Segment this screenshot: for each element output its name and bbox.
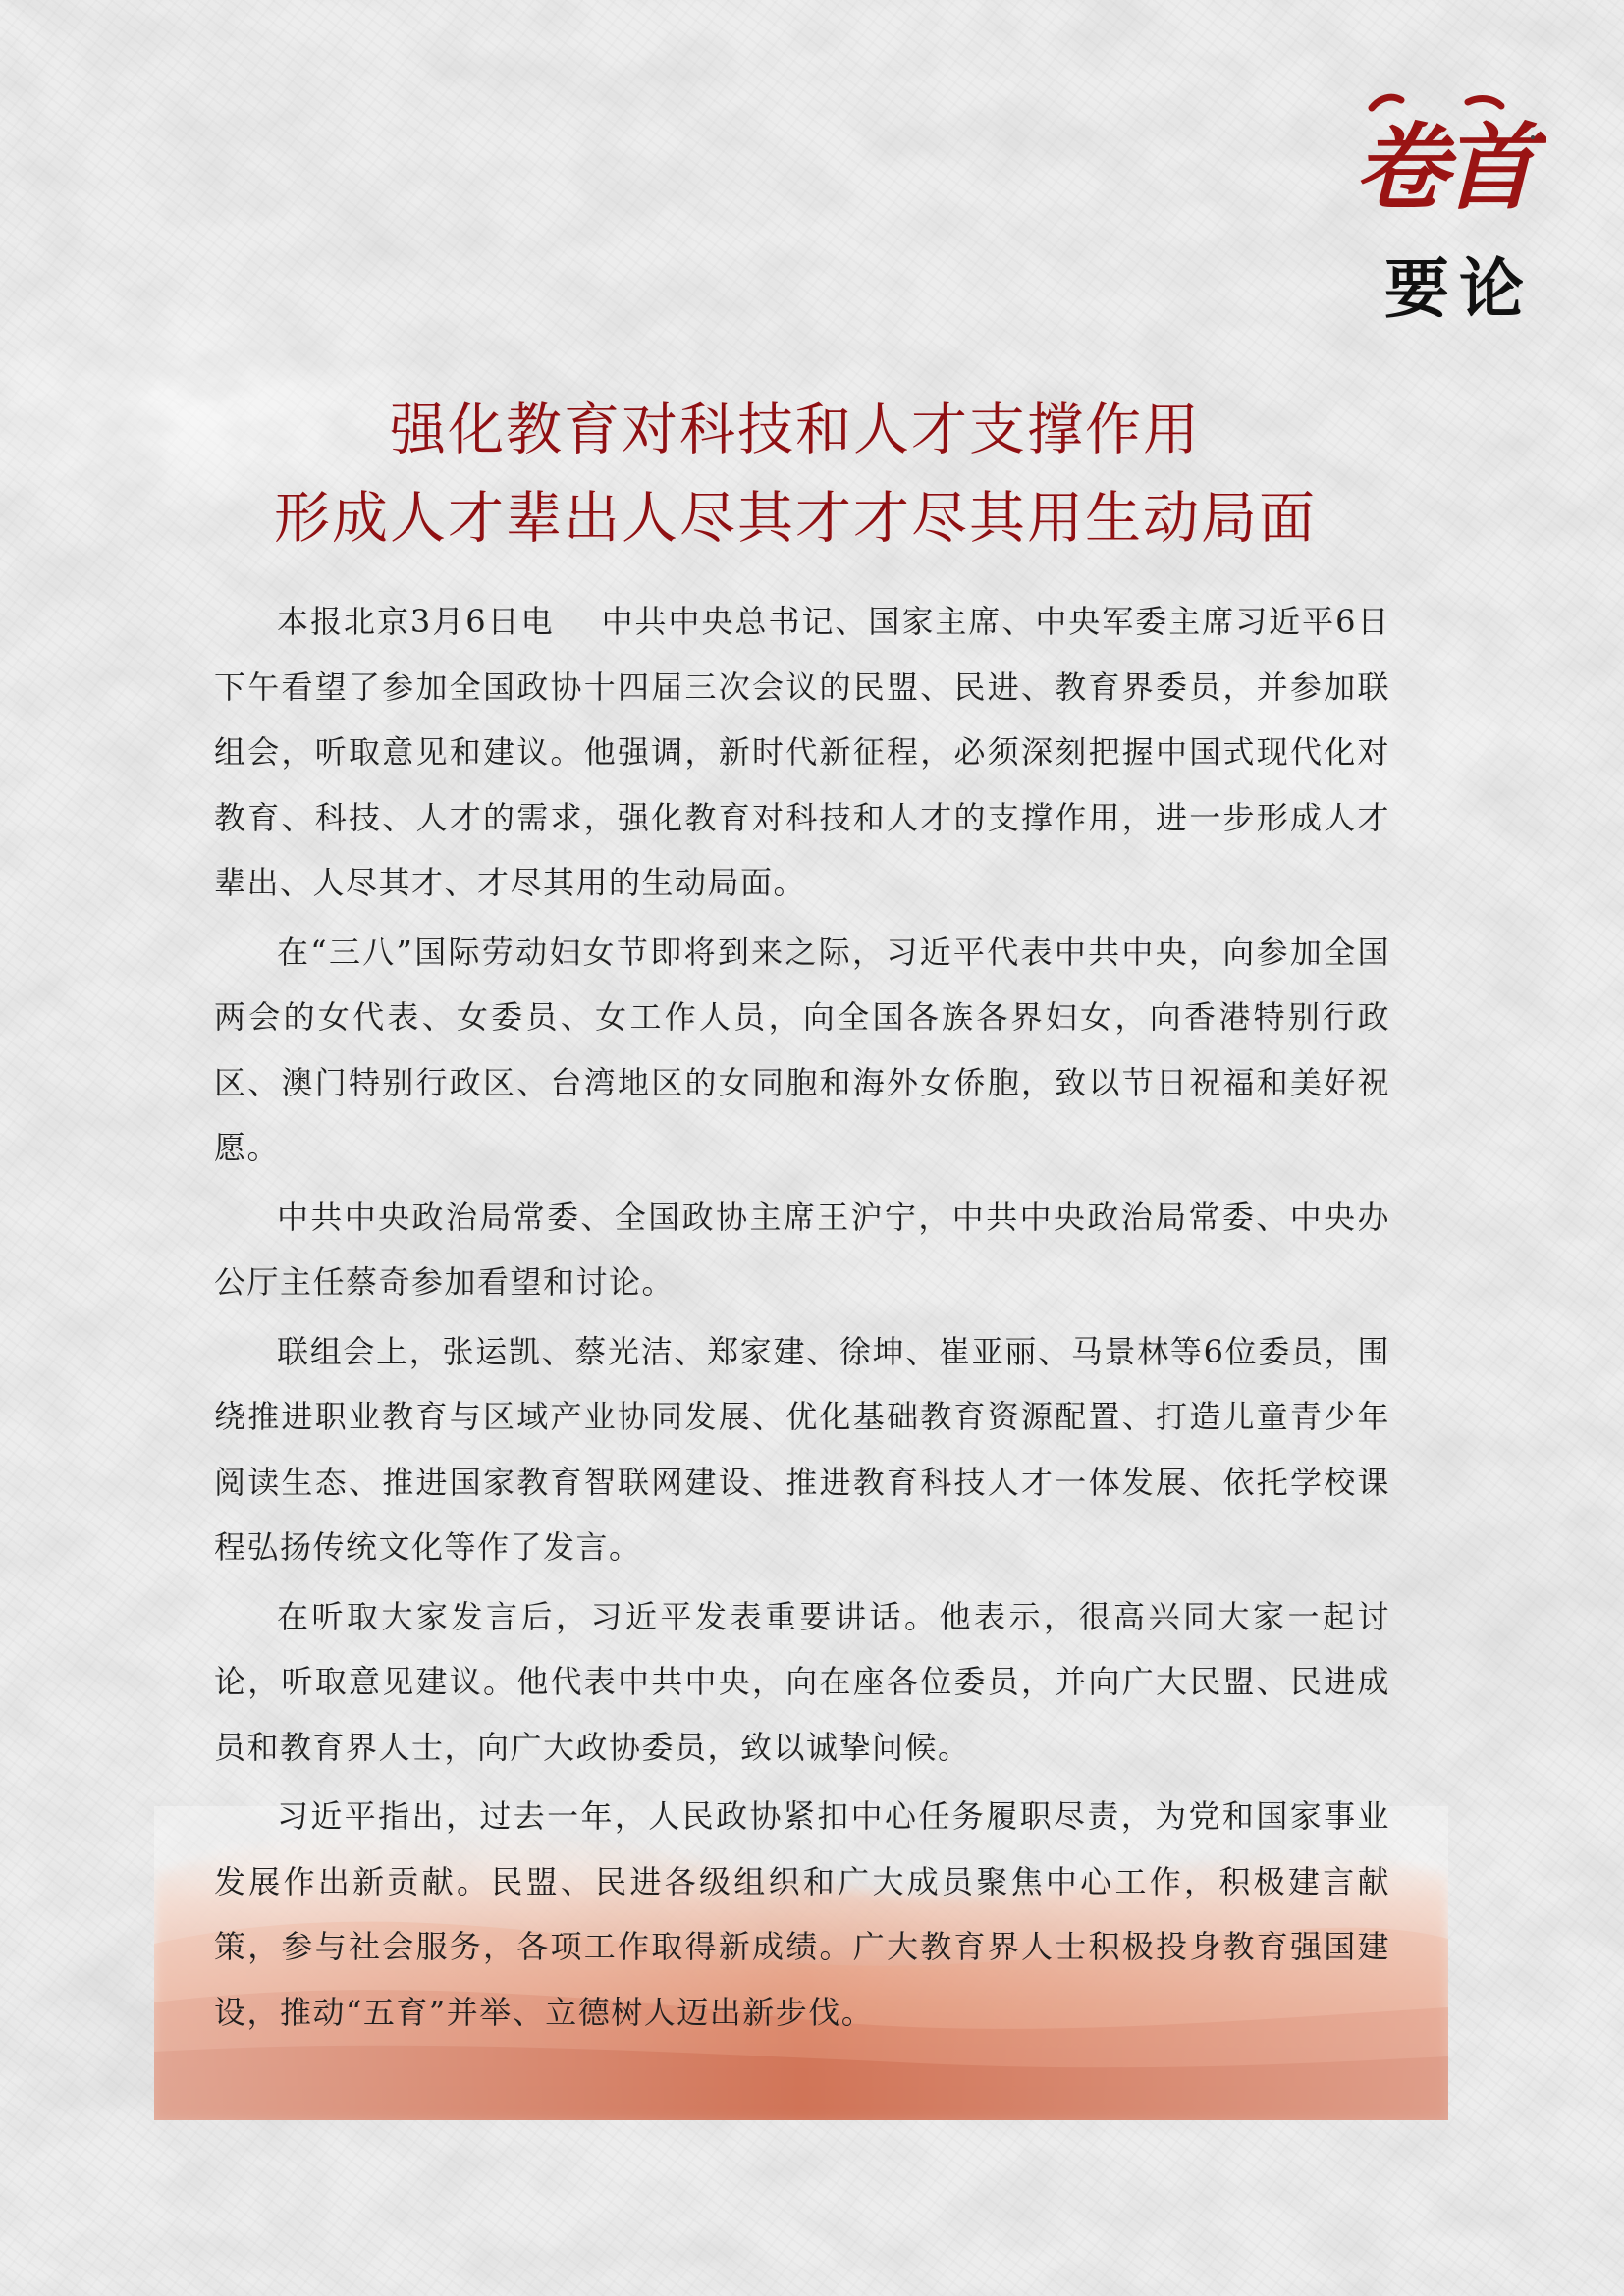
article-paragraph: 在“三八”国际劳动妇女节即将到来之际，习近平代表中共中央，向参加全国两会的女代表、女委员、女工作人员，向全国各族各界妇女，向香港特别行政区、澳门特别行政区、台湾地区的女同胞和海外女侨胞，致以节日祝福和美好祝愿。 (214, 933, 1390, 1166)
article-paragraph: 在听取大家发言后，习近平发表重要讲话。他表示，很高兴同大家一起讨论，听取意见建议。他代表中共中央，向在座各位委员，并向广大民盟、民进成员和教育界人士，向广大政协委员，致以诚挚问候。 (214, 1597, 1390, 1766)
headline-line-1: 强化教育对科技和人才支撑作用 (390, 398, 1201, 462)
juanshou-logo (1350, 90, 1546, 228)
article-dateline: 本报北京3月6日电 (277, 603, 555, 640)
article-paragraph: 联组会上，张运凯、蔡光洁、郑家建、徐坤、崔亚丽、马景林等6位委员，围绕推进职业教育与区域产业协同发展、优化基础教育资源配置、打造儿童青少年阅读生态、推进国家教育智联网建设、推进教育科技人才一体发展、依托学校课程弘扬传统文化等作了发言。 (214, 1332, 1390, 1566)
section-label: 要论 (1384, 251, 1534, 327)
headline-line-2: 形成人才辈出人尽其才才尽其用生动局面 (274, 486, 1317, 551)
article-paragraph: 中共中央政治局常委、全国政协主席王沪宁，中共中央政治局常委、中央办公厅主任蔡奇参加看望和讨论。 (214, 1198, 1390, 1301)
juanshou-logo-text: 卷首 (1354, 112, 1531, 223)
article-body (214, 589, 1390, 2049)
headline (157, 386, 1434, 562)
article-paragraph: 习近平指出，过去一年，人民政协紧扣中心任务履职尽责，为党和国家事业发展作出新贡献。民盟、民进各级组织和广大成员聚焦中心工作，积极建言献策，参与社会服务，各项工作取得新成绩。广大教育界人士积极投身教育强国建设，推动“五育”并举、立德树人迈出新步伐。 (214, 1797, 1390, 2031)
article-paragraph (214, 589, 1390, 916)
article-paragraph-text: 中共中央总书记、国家主席、中央军委主席习近平6日下午看望了参加全国政协十四届三次会议的民盟、民进、教育界委员，并参加联组会，听取意见和建议。他强调，新时代新征程，必须深刻把握中国式现代化对教育、科技、人才的需求，强化教育对科技和人才的支撑作用，进一步形成人才辈出、人尽其才、才尽其用的生动局面。 (214, 603, 1390, 901)
